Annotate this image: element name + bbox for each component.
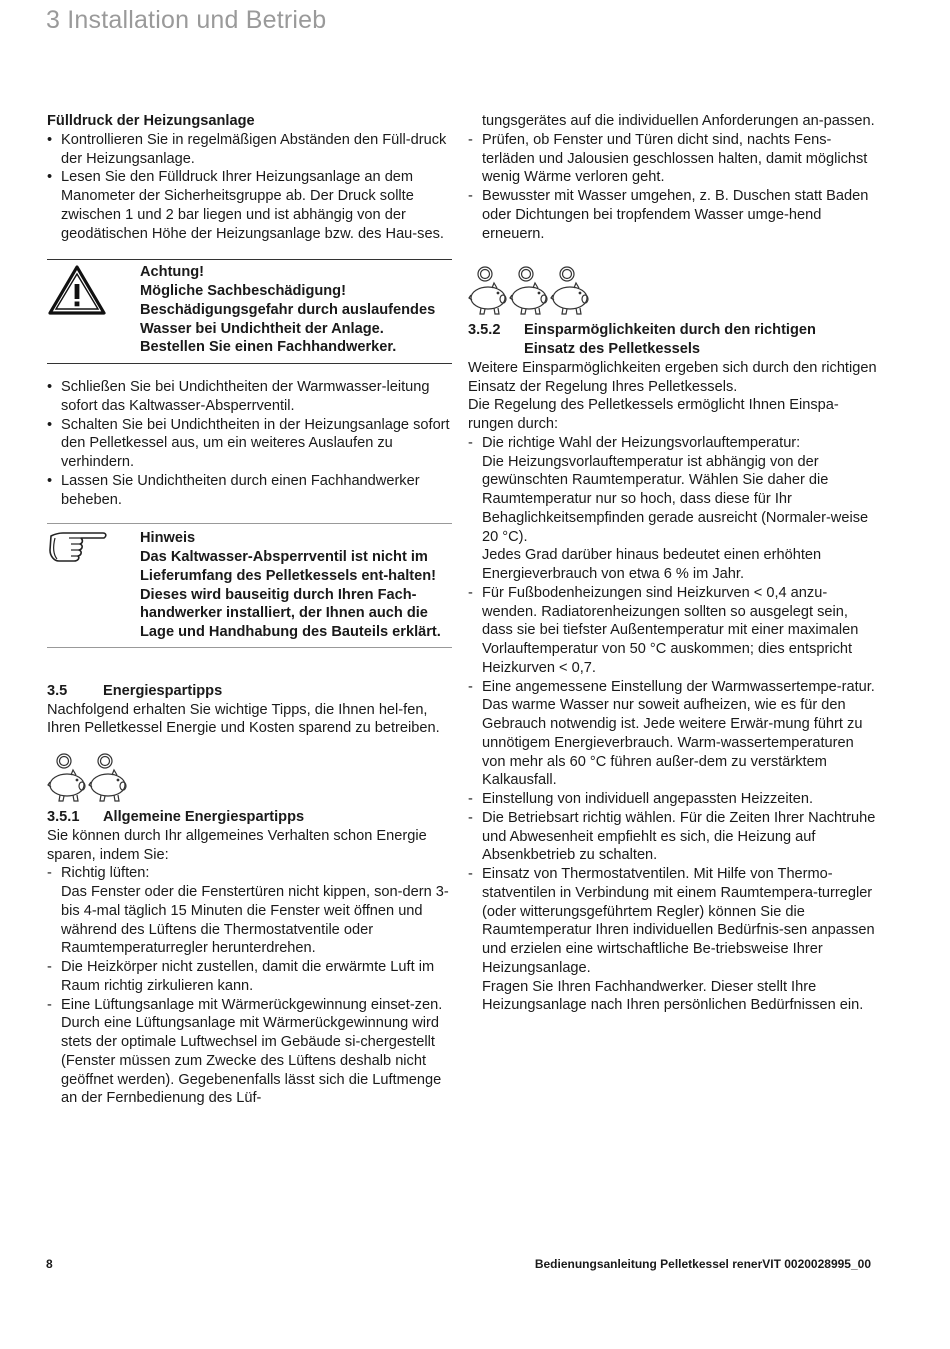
list-item: • Schalten Sie bei Undichtheiten in der Heizungsanlage sofort den Pelletkessel aus, um ein weiteres Auslaufen zu verhindern. — [47, 416, 450, 470]
fuelldruck-list — [47, 131, 452, 244]
dash-marker: - — [47, 865, 52, 882]
section-3-5-2-intro-2: Die Regelung des Pelletkessels ermöglicht Ihnen Einspa-rungen durch: — [468, 397, 839, 432]
general-tips-list — [47, 864, 452, 1108]
pointing-hand-icon — [47, 528, 109, 570]
dash-marker: - — [47, 996, 52, 1013]
bullet-marker: • — [47, 416, 53, 433]
section-3-5-heading: 3.5 Energiespartipps — [47, 682, 223, 699]
piggy-bank-icon — [468, 265, 593, 315]
piggy-bank-icons-2 — [47, 752, 452, 802]
dash-marker: - — [468, 866, 473, 882]
list-item: • Lassen Sie Undichtheiten durch einen Fachhandwerker beheben. — [47, 472, 420, 508]
section-3-5-2-intro-1: Weitere Einsparmöglichkeiten ergeben sich durch den richtigen Einsatz der Regelung Ihres Pelletkessels. — [468, 359, 877, 395]
list-item: • Schließen Sie bei Undichtheiten der Warmwasser-leitung sofort das Kaltwasser-Absperrventil. — [47, 379, 430, 414]
section-3-5-1-intro: Sie können durch Ihr allgemeines Verhalten schon Energie sparen, indem Sie: — [47, 827, 427, 863]
list-item: - Bewusster mit Wasser umgehen, z. B. Duschen statt Baden oder Dichtungen bei tropfendem Wasser umge-hend erneuern. — [468, 188, 869, 242]
continuation-text: tungsgerätes auf die individuellen Anforderungen an-passen. — [482, 113, 875, 129]
bullet-marker: • — [47, 131, 53, 148]
list-item: - Die richtige Wahl der Heizungsvorlauftemperatur: Die Heizungsvorlauftemperatur ist abhängig von der gewünschten Raumtemperatur. Wählen Sie daher die Raumtemperatur nur so hoch, dass diese für Ihr Behaglichkeitsempfinden gerade ausreicht (Normaler-weise 20 °C). Jedes Grad darüber hinaus bedeutet einen erhöhten Energieverbrauch von etwa 6 % im Jahr. — [468, 434, 869, 582]
section-3-5-text: Nachfolgend erhalten Sie wichtige Tipps, die Ihnen hel-fen, Ihren Pelletkessel Energie und Kosten sparend zu betreiben. — [47, 701, 440, 737]
dash-marker: - — [468, 434, 473, 451]
dash-marker: - — [468, 678, 473, 695]
list-item: - Prüfen, ob Fenster und Türen dicht sind, nachts Fens-terläden und Jalousien geschlossen halten, damit möglichst wenig Wärme verloren geht. — [468, 131, 868, 186]
warning-title: Achtung! — [140, 264, 205, 281]
list-item: - Einsatz von Thermostatventilen. Mit Hilfe von Thermo-statventilen in Verbindung mit einem Raumtempera-turregler (oder witterungsgeführtem Regler) können Sie die Raumtemperatur Ihren individuellen Bedürfnis-sen anpassen und erzielen eine wirtschaftliche Be-triebsweise Ihrer Heizungsanlage. Fragen Sie Ihren Fachhandwerker. Dieser stellt Ihre Heizungsanlage nach Ihren persönlichen Bedürfnissen ein. — [468, 866, 875, 1014]
dash-marker: - — [468, 188, 473, 204]
piggy-bank-icon — [47, 752, 132, 802]
list-item: - Die Betriebsart richtig wählen. Für die Zeiten Ihrer Nachtruhe und Abwesenheit empfiehlt es sich, die Heizung auf Absenkbetrieb zu schalten. — [468, 809, 876, 864]
hint-title: Hinweis — [140, 530, 196, 547]
hint-box — [47, 523, 452, 648]
warning-subtitle: Mögliche Sachbeschädigung! — [140, 283, 346, 299]
dash-marker: - — [47, 959, 52, 975]
leak-list — [47, 378, 452, 509]
dash-marker: - — [468, 131, 473, 148]
document-title: Bedienungsanleitung Pelletkessel renerVIT 0020028995_00 — [534, 1257, 871, 1271]
list-item: - Einstellung von individuell angepassten Heizzeiten. — [468, 791, 814, 807]
hint-text-1: Das Kaltwasser-Absperrventil ist nicht im Lieferumfang des Pelletkessels ent-halten! — [140, 549, 437, 584]
warning-text: Beschädigungsgefahr durch auslaufendes Wasser bei Undichtheit der Anlage. Bestellen Sie einen Fachhandwerker. — [140, 301, 436, 356]
bullet-marker: • — [47, 472, 53, 489]
list-item: - Richtig lüften: Das Fenster oder die Fenstertüren nicht kippen, son-dern 3- bis 4-mal täglich 15 Minuten die Fenster weit öffnen und während des Lüftens die Thermostatventile oder Raumtemperaturregler herunterdrehen. — [47, 865, 449, 957]
left-column — [47, 112, 452, 1108]
section-3-5-2-heading: 3.5.2 Einsparmöglichkeiten durch den richtigen Einsatz des Pelletkessels — [468, 322, 816, 357]
page-number: 8 — [46, 1257, 53, 1271]
list-item: - Eine Lüftungsanlage mit Wärmerückgewinnung einset-zen. Durch eine Lüftungsanlage mit Wärmerückgewinnung wird stets der optimale Luftwechsel im Gebäude si-chergestellt (Fenster müssen zum Zwecke des Lüftens deshalb nicht geöffnet werden). Gegebenenfalls lässt sich die Luftmenge an der Fernbedienung des Lüf- — [47, 996, 443, 1107]
bullet-marker: • — [47, 169, 53, 186]
list-item: • Lesen Sie den Fülldruck Ihrer Heizungsanlage an dem Manometer der Sicherheitsgruppe ab. Der Druck sollte zwischen 1 und 2 bar liegen und ist abhängig von der geodätischen Höhe der Heizungsanlage bzw. des Hau-ses. — [47, 169, 444, 242]
list-item: • Kontrollieren Sie in regelmäßigen Abständen den Füll-druck der Heizungsanlage. — [47, 131, 447, 167]
warning-box — [47, 259, 452, 364]
general-tips-list-cont — [468, 131, 878, 244]
list-item: - Eine angemessene Einstellung der Warmwassertempe-ratur. Das warme Wasser nur soweit aufheizen, wie es für den Gebrauch notwendig ist. Jede weitere Erwär-mung führt zu unnötigem Energieverbrauch. Warm-wassertemperaturen von mehr als 60 °C führen außer-dem zu verstärktem Kalkausfall. — [468, 678, 875, 789]
right-column — [468, 112, 878, 1015]
list-item: - Für Fußbodenheizungen sind Heizkurven < 0,4 anzu-wenden. Radiatorenheizungen sollten so ausgelegt sein, dass sie bei tiefster Außentemperatur mit einer maximalen Vorlauftemperatur von 50 °C auskommen; dies entspricht Heizkurven < 0,7. — [468, 584, 859, 676]
warning-triangle-icon — [47, 264, 107, 322]
section-3-5-1-heading: 3.5.1 Allgemeine Energiespartipps — [47, 809, 305, 825]
page-header-title: 3 Installation und Betrieb — [46, 6, 327, 34]
dash-marker: - — [468, 809, 473, 826]
dash-marker: - — [468, 791, 473, 807]
dash-marker: - — [468, 584, 473, 601]
fuelldruck-heading: Fülldruck der Heizungsanlage — [47, 113, 255, 129]
hint-text-2: Dieses wird bauseitig durch Ihren Fach-handwerker installiert, der Ihnen auch die Lage und Handhabung des Bauteils erklärt. — [140, 586, 441, 640]
list-item: - Die Heizkörper nicht zustellen, damit die erwärmte Luft im Raum richtig zirkulieren kann. — [47, 959, 435, 994]
boiler-tips-list — [468, 434, 878, 1015]
bullet-marker: • — [47, 379, 53, 395]
piggy-bank-icons-3 — [468, 265, 878, 315]
